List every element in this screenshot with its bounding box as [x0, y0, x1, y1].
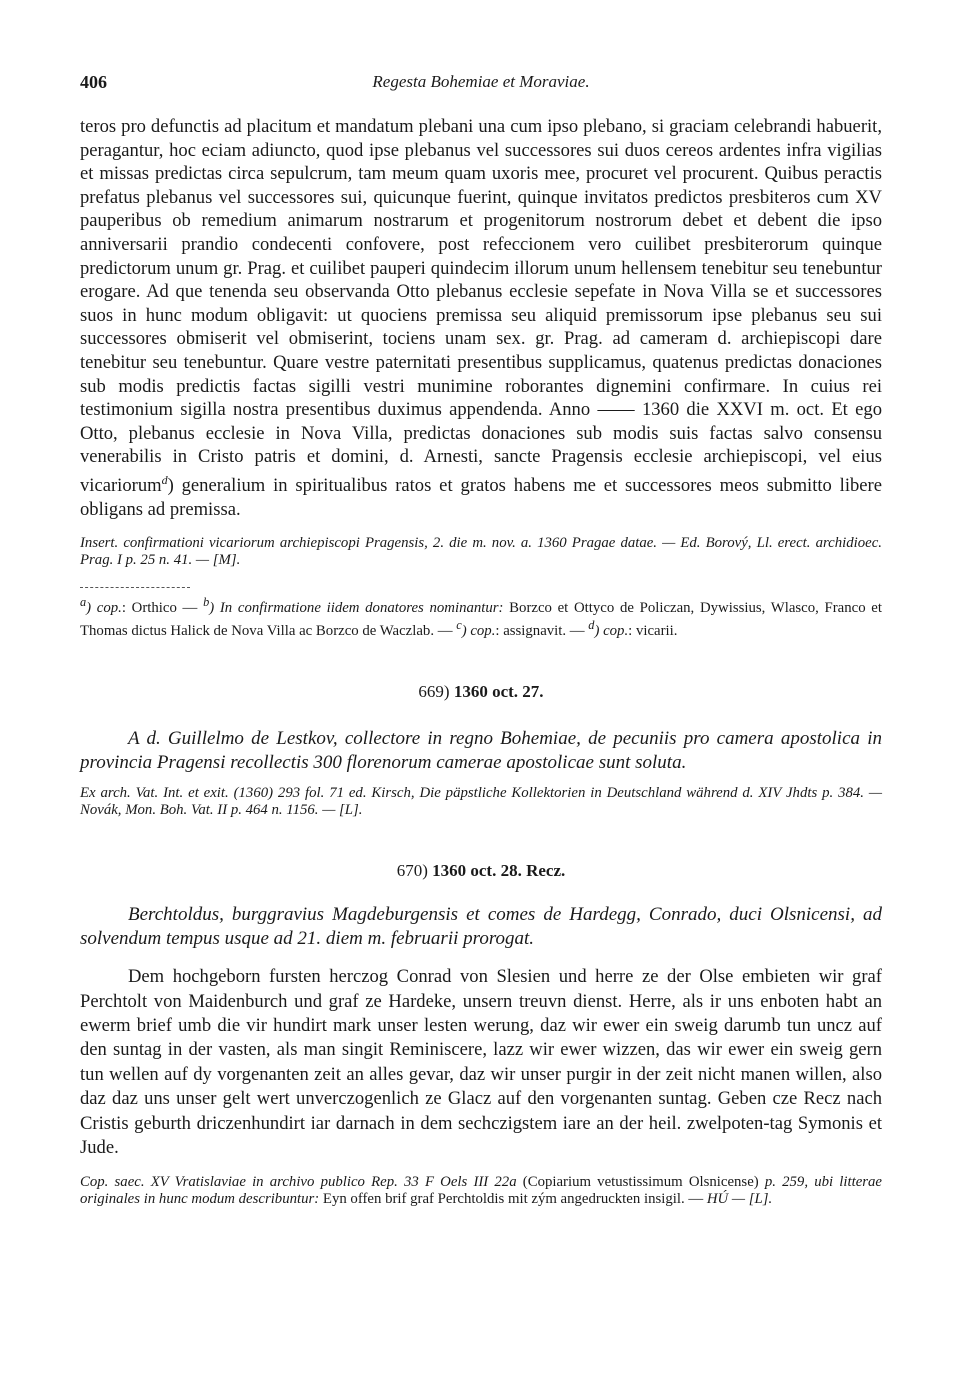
cite-italic-1: Cop. saec. XV Vratislaviae in archivo publico Rep. 33 F Oels III 22a [80, 1174, 517, 1191]
page-number: 406 [80, 72, 107, 92]
cite-italic-3: HÚ — [L]. [706, 1190, 773, 1207]
text-main: teros pro defunctis ad placitum et mandatum plebani una cum ipso plebano, si graciam celebrandi habuerit, peragantur, hoc eciam adiuncto, quod ipse plebanus vel successores sui duos cereos ardentes infra vigilias et missas predictas circa sepulcrum, tam meum quam uxoris mee, procuret vel procurent. Quibus peractis prefatus plebanus vel successores sui, quicunque fuerint, quinque invitatos predictos presbiteros cum XV pauperibus ob remedium animarum nostrarum et progenitorum nostrorum debet et debent die ipso anniversarii prandio condecenti confovere, post refeccionem vero cuilibet presbiterorum quinque predictorum unum gr. Prag. et cuilibet pauperi quindecim illorum unum hellensem tenebitur seu tenebuntur erogare. Ad que tenenda seu observanda Otto plebanus ecclesie sepefate in Nova Villa se et successores suos in hunc modum obligavit: ut quociens premissa seu aliquid premissorum ipse plebanus seu sui successores obmiserit vel obmiserint, tociens unam sex. gr. Prag. ad cameram d. archiepiscopi dare tenebitur seu tenebuntur. Quare vestre paternitati presentibus supplicamus, quatenus predictas donaciones sub modis predictis factas sigilli vestri munimine roborantes dignemini confirmare. In cuius rei testimonium sigilla nostra presentibus duximus appendenda. Anno —— 1360 die XXVI m. oct. [80, 116, 882, 421]
doc-670-heading [80, 861, 882, 881]
running-title: Regesta Bohemiae et Moraviae. [372, 72, 590, 91]
fn-c-mark: c [456, 618, 462, 633]
doc-670-text: Dem hochgeborn fursten herczog Conrad von Slesien und herre ze der Olse embieten wir graf Perchtolt von Maidenburch und graf ze Hardeke, unsern treuvn dienst. Herre, als ir uns enboten habt an ewerm brief umb die vir hundirt mark unser lesten werung, daz wir ewer ein sweig darumb tun uncz auf den suntag in der vasten, als man singit Reminiscere, lazz wir ewer wizzen, das wir ewer ein sweig gern tun wellen auf dy vorgenanten zeit an alles gevar, daz wir unser purgir in der zeit nicht manen willen, also daz daz uns unser gelt wert unverczogenlich ze Glacz auf den vorgenanten suntag. Geben cze Recz nach Cristis geburth driczenhundirt iar darnach in dem sechczigstem iare an der heil. zwelpoten-tag Symonis et Jude. [80, 966, 882, 1158]
text-paragraph [80, 115, 882, 521]
page [80, 66, 882, 1207]
doc-669-date: 1360 oct. 27. [453, 682, 544, 702]
cite-italic-2: p. 259, ubi litterae originales in hunc modum describuntur: [80, 1174, 882, 1207]
summary-text: Berchtoldus, burggravius Magdeburgensis et comes de Hardegg, Conrado, duci Olsnicensi, ad solvendum tempus usque ad 21. diem m. februarii prorogat. [80, 904, 882, 950]
fn-c-label: ) cop. [461, 623, 496, 640]
doc-670-summary [80, 903, 882, 951]
summary-text: A d. Guillelmo de Lestkov, collectore in regno Bohemiae, de pecuniis pro camera apostolica in provincia Pragensi recollectis 300 florenorum camerae apostolicae sunt soluta. [80, 728, 882, 774]
fn-b-mark: b [203, 595, 210, 610]
text-end: ) generalium in spiritualibus ratos et gratos habens me et successores meos submitto libere obligans ad premissa. [80, 475, 882, 520]
fn-b-text: Borzco et Ottyco de Policzan, Dywissius, Wlasco, Franco et Thomas dictus Halick de Nova Villa ac Borzco de Waczlab. — [80, 600, 882, 640]
fn-d-text: : vicarii. [628, 623, 678, 640]
doc-669-heading [80, 682, 882, 702]
cite-plain-2: Eyn offen brif graf Perchtoldis mit zým angedruckten insigil. — [319, 1190, 707, 1207]
page-header [80, 66, 882, 100]
fn-d-label: ) cop. [594, 623, 629, 640]
footnotes [80, 594, 882, 640]
doc-670-citation [80, 1174, 882, 1207]
cite-plain-1: (Copiarium vetustissimum Olsnicense) [516, 1174, 765, 1191]
citation-668: Insert. confirmationi vicariorum archiepiscopi Pragensis, 2. die m. nov. a. 1360 Pragae datae. — Ed. Borový, Ll. erect. archidioec. Prag. I p. 25 n. 41. — [M]. [80, 535, 882, 569]
doc-670-date: 1360 oct. 28. Recz. [432, 861, 566, 881]
fn-a-text: : Orthico — [121, 600, 204, 617]
footnote-ref-d: d [161, 472, 168, 487]
doc-669-number: 669) [418, 682, 450, 702]
text-second: Et ego Otto, plebanus ecclesie in Nova Villa, predictas donaciones sub modis suis factas salvo consensu venerabilis in Cristo patris et domini, d. Arnesti, sancte Pragensis ecclesie archiepiscopi, vel eius vicariorum [80, 399, 883, 497]
fn-a-label: ) cop. [86, 600, 122, 617]
doc-670-number: 670) [396, 861, 428, 881]
fn-d-mark: d [588, 618, 595, 633]
doc-669-citation: Ex arch. Vat. Int. et exit. (1360) 293 fol. 71 ed. Kirsch, Die päpstliche Kollektorien in Deutschland während d. XIV Jhdts p. 384. — Novák, Mon. Boh. Vat. II p. 464 n. 1156. — [L]. [80, 785, 882, 819]
fn-c-text: : assignavit. — [495, 623, 589, 640]
fn-a-mark: a [80, 595, 87, 610]
doc-669-summary [80, 727, 882, 775]
footnote-divider [80, 587, 190, 588]
doc-668-text [80, 115, 882, 521]
fn-b-italic: ) In confirmatione iidem donatores nominantur: [209, 600, 504, 617]
